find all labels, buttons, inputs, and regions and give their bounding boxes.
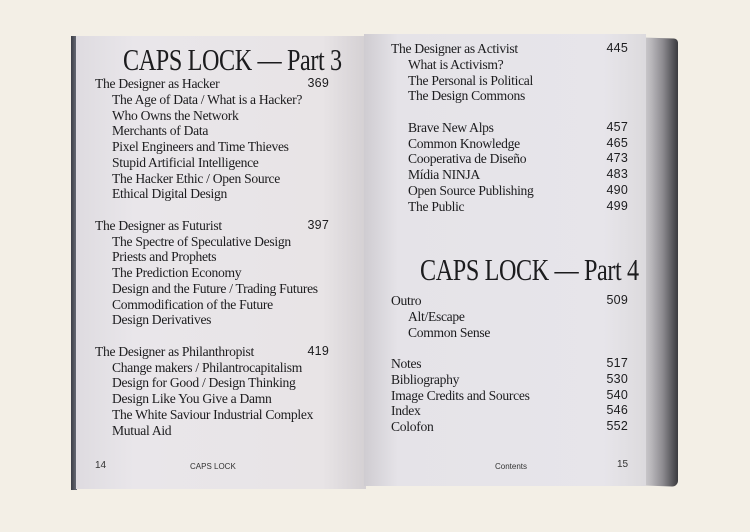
section-title: Colofon <box>391 419 434 434</box>
toc-item: The Spectre of Speculative Design <box>112 233 291 249</box>
section-title: The Designer as Futurist <box>95 217 222 233</box>
page-number: 465 <box>606 135 628 150</box>
section-title: Notes <box>391 356 422 371</box>
toc-item: Mutual Aid <box>112 422 172 438</box>
toc-case <box>391 151 628 167</box>
page-number: 540 <box>606 387 628 402</box>
toc-item: Design for Good / Design Thinking <box>112 375 296 391</box>
toc-item: The Personal is Political <box>408 72 534 88</box>
page-number: 473 <box>606 151 628 166</box>
section-title: The Designer as Hacker <box>95 76 220 91</box>
page-number: 369 <box>307 76 329 90</box>
toc-item: The White Saviour Industrial Complex <box>112 406 314 422</box>
toc-case <box>391 167 628 183</box>
folio-right: 15 <box>617 459 629 470</box>
toc-item: Stupid Artificial Intelligence <box>112 154 259 170</box>
toc-right <box>391 41 628 214</box>
toc-item: The Hacker Ethic / Open Source <box>112 170 281 186</box>
toc-case <box>391 136 628 152</box>
section-title: Bibliography <box>391 371 460 387</box>
page-number: 457 <box>606 119 628 134</box>
toc-back-matter <box>391 372 628 388</box>
case-title: The Public <box>408 198 465 214</box>
toc-item: What is Activism? <box>408 56 504 72</box>
toc-item: Common Sense <box>408 324 491 340</box>
toc-item: Pixel Engineers and Time Thieves <box>112 139 289 154</box>
section-title: The Designer as Philanthropist <box>95 343 255 359</box>
toc-case <box>391 120 628 136</box>
page-number: 419 <box>307 343 329 358</box>
toc-section <box>95 344 329 360</box>
section-title: Outro <box>391 293 422 308</box>
toc-item: Design Derivatives <box>112 312 212 328</box>
toc-case <box>391 199 628 215</box>
toc-back-matter <box>391 419 628 435</box>
left-page <box>76 36 366 489</box>
case-title: Mídia NINJA <box>408 167 480 182</box>
toc-left <box>95 76 329 438</box>
page-number: 517 <box>606 356 628 370</box>
page-number: 499 <box>606 198 628 213</box>
page-number: 490 <box>606 182 628 197</box>
toc-item: Who Owns the Network <box>112 107 239 123</box>
toc-item: Ethical Digital Design <box>112 186 227 202</box>
part-title: CAPS LOCK — Part 3 <box>123 42 342 77</box>
toc-back-matter <box>391 356 628 372</box>
toc-case <box>391 183 628 199</box>
page-number: 445 <box>606 41 628 55</box>
toc-item: Merchants of Data <box>112 123 209 139</box>
toc-section <box>391 293 628 309</box>
toc-back-matter <box>391 388 628 404</box>
page-number: 483 <box>606 167 628 181</box>
toc-section <box>95 218 329 234</box>
case-title: Common Knowledge <box>408 135 520 151</box>
toc-item: Change makers / Philantrocapitalism <box>112 359 302 375</box>
case-title: Brave New Alps <box>408 119 494 135</box>
running-head-left: CAPS LOCK <box>190 462 236 471</box>
toc-section <box>95 76 329 92</box>
page-number: 530 <box>606 371 628 386</box>
toc-right-part4 <box>391 293 628 435</box>
toc-item: Design Like You Give a Damn <box>112 391 272 406</box>
folio-left: 14 <box>95 460 107 471</box>
toc-item: Alt/Escape <box>408 308 465 324</box>
running-head-right: Contents <box>495 462 528 471</box>
page-number: 546 <box>606 403 628 418</box>
toc-item: The Prediction Economy <box>112 265 242 280</box>
toc-item: Priests and Prophets <box>112 249 217 265</box>
toc-item: The Design Commons <box>408 88 525 104</box>
page-number: 552 <box>606 419 628 433</box>
toc-item: Design and the Future / Trading Futures <box>112 280 318 296</box>
toc-item: The Age of Data / What is a Hacker? <box>112 91 303 107</box>
section-title: Index <box>391 403 421 419</box>
toc-section <box>391 41 628 57</box>
section-title: The Designer as Activist <box>391 41 518 56</box>
toc-back-matter <box>391 403 628 419</box>
right-page <box>364 34 646 486</box>
toc-item: Commodification of the Future <box>112 296 273 312</box>
page-number: 397 <box>307 217 329 232</box>
case-title: Cooperativa de Diseño <box>408 151 527 167</box>
section-title: Image Credits and Sources <box>391 387 530 403</box>
page-number: 509 <box>606 293 628 307</box>
case-title: Open Source Publishing <box>408 182 534 198</box>
part-title: CAPS LOCK — Part 4 <box>420 252 639 287</box>
